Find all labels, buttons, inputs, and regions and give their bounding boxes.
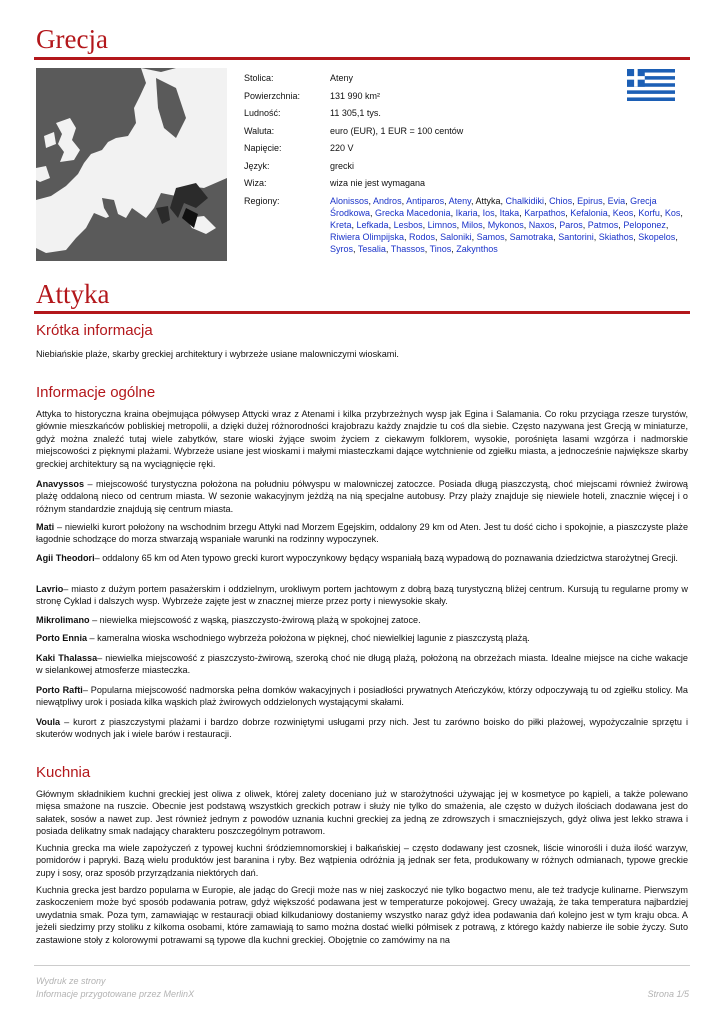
fact-value: 220 V [330, 143, 354, 153]
footer-line-2: Informacje przygotowane przez MerlinX [36, 989, 195, 999]
place-paragraph [36, 552, 688, 564]
place-paragraph [36, 632, 688, 644]
fact-value: Ateny [330, 73, 354, 83]
cuisine-paragraph: Głównym składnikiem kuchni greckiej jest oliwa z oliwek, której zalety doceniano już w starożytności używając jej w kosmetyce po kąpieli, a także polewano mięsa smażone na ruszcie. Obecnie jest podstawą wszystkich greckich potraw i służy nie tylko do smażenia, ale często w dużych ilościach dodawana jest do sałatek, sosów a nawet zup. Jest również jednym z powodów uznania kuchni greckiej za jedną ze zdrowszych i smaczniejszych, gdyż oliwa jest lekko strawa i posiada delikatny smak nadający charakteru poszczególnym potrawom. [36, 789, 688, 837]
facts-row-regions [244, 195, 694, 255]
place-name: Lavrio [36, 584, 64, 594]
place-description: – miasto z dużym portem pasażerskim i oddzielnym, urokliwym portem jachtowym z dobrą bazą turystyczną bliżej centrum. Kursują tu regularne promy w stronę Cyklad i dalszych wysp. Wybrzeże zajęte jest w znacznej mierze przez porty i niewysokie skały. [36, 584, 688, 607]
region-link[interactable]: Kefalonia [570, 207, 608, 218]
fact-label: Powierzchnia: [244, 90, 301, 101]
europe-map-icon [36, 68, 227, 261]
facts-row [244, 177, 694, 195]
region-link[interactable]: Kreta [330, 219, 352, 230]
region-link[interactable]: Mykonos [487, 219, 524, 230]
fact-label: Ludność: [244, 108, 281, 118]
region-link[interactable]: Chios [549, 195, 573, 206]
fact-value: wiza nie jest wymagana [330, 178, 426, 188]
region-link[interactable]: Tesalia [357, 243, 386, 254]
place-name: Anavyssos [36, 479, 85, 489]
facts-row [244, 142, 694, 160]
region-link[interactable]: Zakynthos [456, 243, 498, 254]
region-link[interactable]: Limnos [427, 219, 457, 230]
region-link: Attyka [475, 195, 501, 206]
region-link[interactable]: Grecja Środkowa [330, 195, 657, 218]
cuisine-paragraph: Kuchnia grecka ma wiele zapożyczeń z typowej kuchni śródziemnomorskiej i bałkańskiej – często dodawany jest czosnek, liście winorośli i duża ilość warzyw, pomidorów i papryki. Bazą wielu produktów jest baranina i ryby. Bez wątpienia odróżnia ją jednak ser feta, produkowany w różnych odmianach, typowe greckie zupy i sosy, oraz sposób przyrządzania niektórych dań. [36, 843, 688, 878]
fact-label: Wiza: [244, 178, 267, 188]
place-paragraph [36, 614, 688, 626]
region-link[interactable]: Paros [559, 219, 583, 230]
place-paragraph [36, 583, 688, 608]
place-name: Mikrolimano [36, 615, 90, 625]
region-link[interactable]: Skiathos [598, 231, 634, 242]
place-paragraph [36, 478, 688, 515]
country-title: Grecja [36, 24, 108, 54]
facts-row [244, 125, 694, 143]
cuisine-paragraph: Kuchnia grecka jest bardzo popularna w Europie, ale jadąc do Grecji może nas w niej zaskoczyć nie tylko bogactwo menu, ale też tradycje kulinarne. Pierwszym zaskoczeniem może być sposób podawania potraw, gdyż większość podawana jest w temperaturze pokojowej. Grecy uważają, że taka temperatura najbardziej uwydatnia smak. Poza tym, zamawiając w restauracji obiad kilkudaniowy dostaniemy wszystko naraz gdyż idea podawania dań kolejno jest w tym kraju obca. A jeżeli siedzimy przy stoliku z kilkoma osobami, które zamawiają to samo można dostać wielki półmisek z potrawą, z którego każdy nabierze ile sobie życzy. Suto zastawione stoły z kolorowymi potrawami są typowe dla kuchni greckiej. Obojętnie co zamówimy na na [36, 885, 688, 945]
europe-map [36, 68, 227, 261]
region-link[interactable]: Keos [612, 207, 634, 218]
region-link[interactable]: Syros [330, 243, 354, 254]
facts-row [244, 107, 694, 125]
facts-row [244, 160, 694, 178]
region-link[interactable]: Riwiera Olimpijska [330, 231, 405, 242]
facts-row [244, 90, 694, 108]
facts-table [244, 72, 694, 255]
place-name: Voula [36, 717, 61, 727]
place-description: – kurort z piaszczystymi plażami i bardzo dobrze rozwiniętymi usługami przy nich. Jest tu zarówno boisko do piłki plażowej, wypożyczalnie sprzętu i skuterów wodnych jak i wiele barów i restauracji. [36, 717, 688, 740]
region-rule [34, 311, 690, 314]
place-paragraph [36, 684, 688, 709]
footer-rule [34, 965, 690, 966]
regions-list: Alonissos, Andros, Antiparos, Ateny, Attyka, Chalkidiki, Chios, Epirus, Evia, Grecja Środkowa, Grecka Macedonia, Ikaria, Ios, Itaka, Karpathos, Kefalonia, Keos, Korfu, Kos, Kreta, Lefkada, Lesbos, Limnos, Milos, Mykonos, Naxos, Paros, Patmos, Peloponez, Riwiera Olimpijska, Rodos, Saloniki, Samos, Samotraka, Santorini, Skiathos, Skopelos, Syros, Tesalia, Thassos, Tinos, Zakynthos [330, 195, 683, 254]
region-link[interactable]: Alonissos [330, 195, 369, 206]
region-link[interactable]: Chalkidiki [505, 195, 545, 206]
region-link[interactable]: Milos [461, 219, 483, 230]
place-description: – miejscowość turystyczna położona na południu półwyspu w malowniczej zatoczce. Posiada długą piaszczystą, choć miejscami również żwirową plażę oddaloną nieco od centrum miasta. W sezonie wakacyjnym jeżdżą na nią specjalne autobusy. Przy plaży znajduje się niewiele hoteli, znacznie więcej i o różnym standardzie znajdują się centrum miasta. [36, 479, 688, 514]
region-link[interactable]: Peloponez [623, 219, 666, 230]
place-name: Agii Theodori [36, 553, 95, 563]
region-link[interactable]: Rodos [409, 231, 436, 242]
place-description: – oddalony 65 km od Aten typowo grecki kurort wypoczynkowy będący wspaniałą bazą wypadową do poznawania dziedzictwa starożytnej Grecji. [94, 553, 678, 563]
region-link[interactable]: Grecka Macedonia [375, 207, 451, 218]
region-link[interactable]: Ikaria [455, 207, 478, 218]
fact-label: Stolica: [244, 73, 274, 83]
place-description: – Popularna miejscowość nadmorska pełna domków wakacyjnych i posiadłości prywatnych Ateńczyków, którzy odpoczywają tu od zgiełku stolicy. Ma niewątpliwy urok i posiada kilka wąskich plaż żwirowych oddzielonych wystającymi skałami. [36, 685, 688, 708]
title-rule [34, 57, 690, 60]
country-facts [244, 72, 694, 255]
short-info-text: Niebiańskie plaże, skarby greckiej architektury i wybrzeże usiane malowniczymi wioskami. [36, 349, 399, 359]
region-link[interactable]: Tinos [429, 243, 452, 254]
short-info-heading: Krótka informacja [36, 322, 153, 339]
region-link[interactable]: Karpathos [524, 207, 566, 218]
page-number: Strona 1/5 [647, 989, 689, 999]
region-link[interactable]: Andros [373, 195, 402, 206]
place-description: – niewielka miejscowość z wąską, piaszczysto-żwirową plażą w spokojnej zatoce. [89, 615, 421, 625]
region-link[interactable]: Saloniki [440, 231, 472, 242]
fact-value: 11 305,1 tys. [330, 108, 381, 118]
fact-label: Język: [244, 160, 270, 171]
place-description: – niewielki kurort położony na wschodnim brzegu Attyki nad Morzem Egejskim, oddalony 29 km od Aten. Jest tu dość cicho i spokojnie, a piaszczyste plaże łagodnie schodzące do morza stwarzają wspaniałe warunki na rodzinny wypoczynek. [36, 522, 688, 545]
fact-value: grecki [330, 160, 355, 171]
region-link[interactable]: Lesbos [393, 219, 423, 230]
region-link[interactable]: Thassos [390, 243, 425, 254]
region-link[interactable]: Ateny [448, 195, 471, 206]
region-link[interactable]: Korfu [638, 207, 660, 218]
region-link[interactable]: Epirus [577, 195, 603, 206]
region-link[interactable]: Santorini [558, 231, 594, 242]
region-link[interactable]: Evia [607, 195, 626, 206]
region-link[interactable]: Samos [476, 231, 505, 242]
regions-label: Regiony: [244, 195, 280, 206]
place-paragraph [36, 716, 688, 741]
fact-value: euro (EUR), 1 EUR = 100 centów [330, 125, 464, 136]
general-info-intro: Attyka to historyczna kraina obejmująca półwysep Attycki wraz z Atenami i kilka przybrzeżnych wysp jak Egina i Salamania. Co roku przyciąga rzesze turystów, głównie mieszkańców pobliskiej metropolii, a dzięki dużej różnorodności krajobrazu każdy znajdzie tu coś dla siebie. Często nazywana jest Grecją w miniaturze, gdyż można znaleźć tutaj wiele zabytków, stare wioski żyjące swoim życiem z ciekawym folklorem, wysokie, porośnięta lasami wzgórza i nadmorskie miejscowości z pięknymi plażami. Wybrzeże usiane jest wioskami i małymi miasteczkami dające wytchnienie od zgiełku miasta, a jednocześnie największe skarby greckiej architektury są na wyciągnięcie ręki. [36, 409, 688, 469]
region-link[interactable]: Lefkada [356, 219, 389, 230]
region-title: Attyka [36, 279, 110, 309]
general-info-heading: Informacje ogólne [36, 384, 156, 401]
region-link[interactable]: Itaka [499, 207, 520, 218]
fact-label: Waluta: [244, 125, 275, 136]
place-paragraph [36, 652, 688, 677]
place-name: Porto Ennia [36, 633, 88, 643]
place-description: – kameralna wioska wschodniego wybrzeża położona w pięknej, choć niewielkiej lagunie z piaszczystą plażą. [87, 633, 530, 643]
region-link[interactable]: Ios [482, 207, 495, 218]
place-name: Porto Rafti [36, 685, 83, 695]
fact-label: Napięcie: [244, 143, 282, 153]
fact-value: 131 990 km² [330, 90, 381, 101]
cuisine-heading: Kuchnia [36, 764, 91, 781]
region-link[interactable]: Kos [664, 207, 681, 218]
region-link[interactable]: Antiparos [406, 195, 445, 206]
place-description: – niewielka miejscowość z piaszczysto-żwirową, szeroką choć nie długą plażą, położoną na obrzeżach miasta. Idealne miejsce na ciche wakacje w sielankowej atmosferze miasteczka. [36, 653, 688, 676]
place-name: Mati [36, 522, 55, 532]
facts-row [244, 72, 694, 90]
region-link[interactable]: Samotraka [509, 231, 554, 242]
place-paragraph [36, 521, 688, 546]
region-link[interactable]: Skopelos [638, 231, 676, 242]
footer-line-1: Wydruk ze strony [36, 976, 106, 986]
region-link[interactable]: Patmos [587, 219, 619, 230]
place-name: Kaki Thalassa [36, 653, 98, 663]
region-link[interactable]: Naxos [528, 219, 555, 230]
